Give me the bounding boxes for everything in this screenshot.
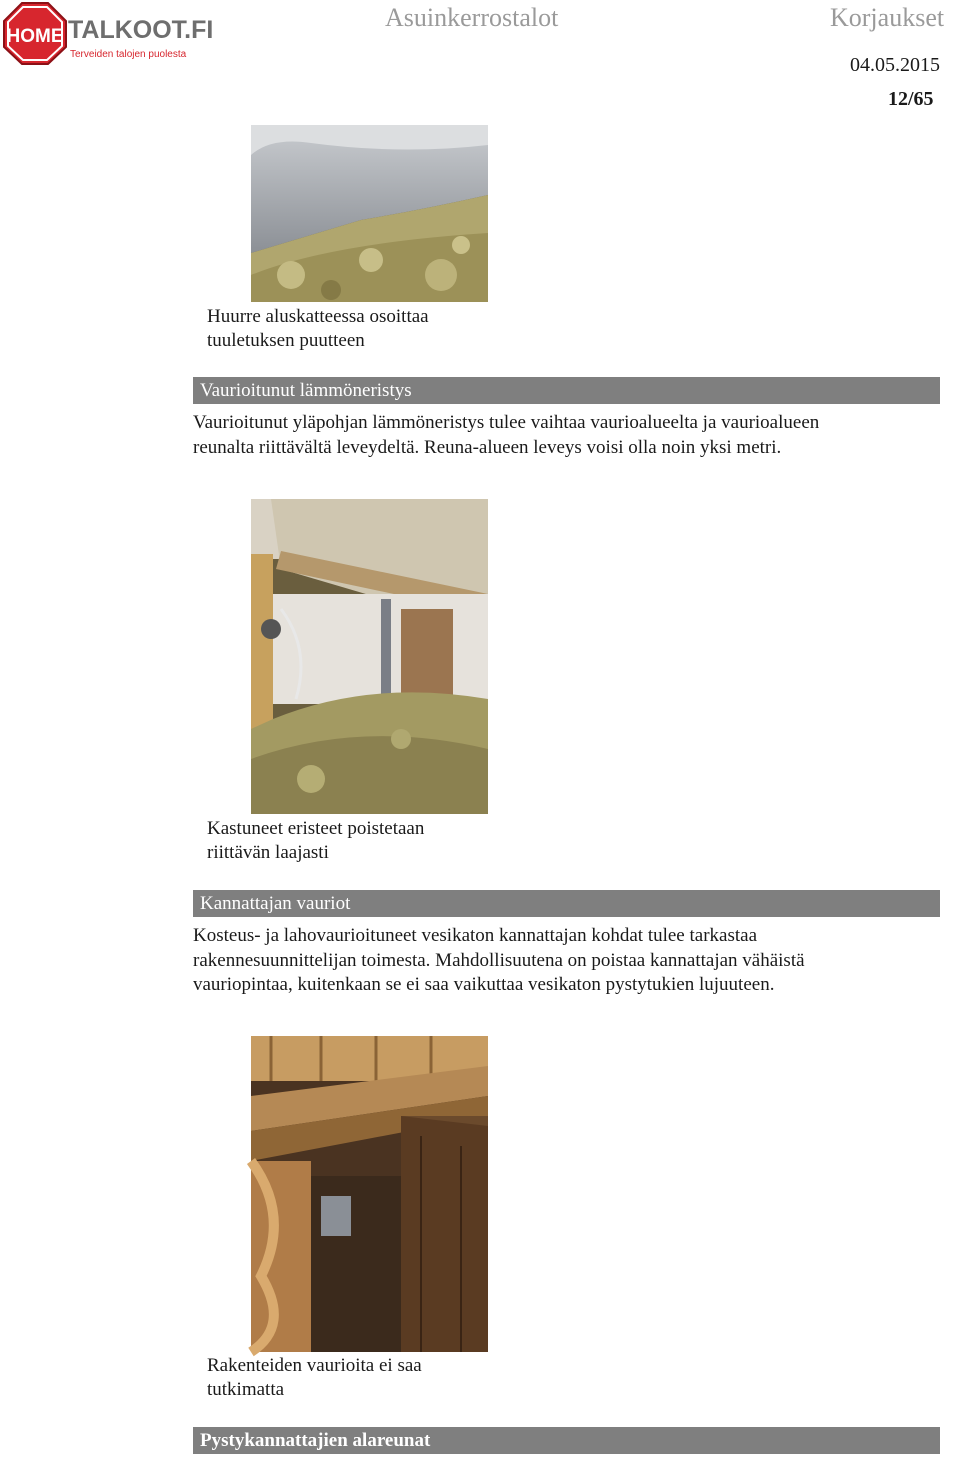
nav-category-title[interactable]: Korjaukset (830, 3, 945, 32)
photo-caption: Huurre aluskatteessa osoittaa tuuletuksen puutteen (207, 306, 429, 351)
logo-brand-text: TALKOOT.FI (68, 16, 214, 44)
logo-home-text: HOME (6, 26, 64, 47)
section-body: Kosteus- ja lahovaurioituneet vesikaton kannattajan kohdat tulee tarkastaa rakennesuunnittelijan toimesta. Mahdollisuutena on poistaa kannattajan vähäistä vauriopintaa, kuitenkaan se ei saa vaikuttaa vesikaton pystytukien lujuuteen. (193, 925, 805, 995)
document-date: 04.05.2015 (850, 54, 940, 76)
nav-section-title[interactable]: Asuinkerrostalot (385, 3, 559, 32)
photo-damaged-beams (251, 1036, 488, 1352)
logo-tagline-text: Terveiden talojen puolesta (70, 49, 187, 60)
photo-caption: Kastuneet eristeet poistetaan riittävän laajasti (207, 818, 425, 863)
photo-wet-insulation (251, 499, 488, 814)
page-counter: 12/65 (888, 88, 934, 110)
section-heading: Vaurioitunut lämmöneristys (193, 377, 940, 404)
photo-frost-underlay (251, 125, 488, 302)
section-body: Vaurioitunut yläpohjan lämmöneristys tulee vaihtaa vaurioalueelta ja vaurioalueen reunalta riittävältä leveydeltä. Reuna-alueen leveys voisi olla noin yksi metri. (193, 412, 820, 458)
section-heading: Kannattajan vauriot (193, 890, 940, 917)
section-heading: Pystykannattajien alareunat (193, 1427, 940, 1454)
photo-caption: Rakenteiden vaurioita ei saa tutkimatta (207, 1355, 422, 1400)
hometalkoot-logo[interactable] (4, 2, 214, 64)
